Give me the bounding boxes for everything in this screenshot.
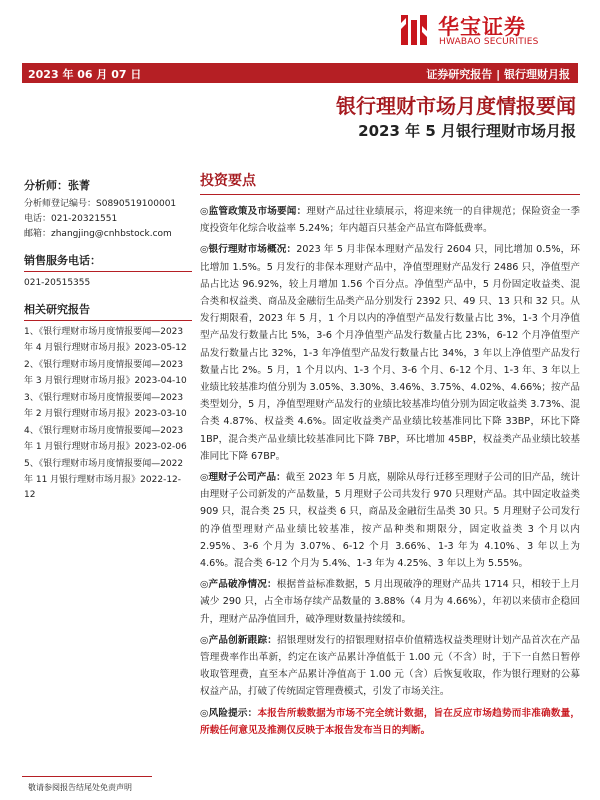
para-label: 银行理财市场概况： [208, 244, 297, 256]
brand-logo [396, 10, 586, 50]
paragraph-market-overview [200, 241, 580, 465]
highlights-heading: 投资要点 [200, 170, 580, 195]
analyst-name: 分析师：张菁 [24, 179, 90, 192]
related-report-item[interactable]: 3、《银行理财市场月度情报要闻—2023 年 2 月银行理财市场月报》2023-03-10 [24, 393, 187, 419]
bullet-icon: ◎ [200, 244, 209, 256]
bullet-icon: ◎ [200, 707, 209, 719]
related-report-item[interactable]: 5、《银行理财市场月度情报要闻—2022 年 11 月银行理财市场月报》2022-12-12 [24, 459, 184, 500]
para-label: 风险提示： [208, 707, 258, 719]
para-text: 招银理财发行的招银理财招卓价值精选权益类理财计划产品首次在产品管理费率作出革新，约定在该产品累计净值低于 1.00 元（不含）时，于下一自然日暂停收取管理费，直至本产品累计净值高于 1.00 元（含）后恢复收取，作为银行理财的公募权益产品，打破了传统固定管理费模式，引发了市场关注。 [200, 634, 581, 698]
paragraph-regulation [200, 203, 580, 237]
para-label: 监管政策及市场要闻： [208, 206, 307, 217]
related-report-item[interactable]: 4、《银行理财市场月度情报要闻—2023 年 1 月银行理财市场月报》2023-02-06 [24, 426, 187, 452]
analyst-cert: 分析师登记编号：S0890519100001 [24, 199, 177, 209]
bullet-icon: ◎ [200, 206, 209, 217]
para-label: 理财子公司产品： [208, 472, 286, 484]
main-content [200, 170, 580, 743]
para-label: 产品创新跟踪： [208, 634, 278, 646]
brand-name-en: HWABAO SECURITIES [439, 37, 539, 47]
related-report-item[interactable]: 1、《银行理财市场月度情报要闻—2023 年 4 月银行理财市场月报》2023-05-12 [24, 327, 187, 353]
report-title: 银行理财市场月度情报要闻 [336, 94, 576, 118]
analyst-phone: 电话：021-20321551 [24, 214, 118, 224]
report-subtitle: 2023 年 5 月银行理财市场月报 [358, 122, 576, 140]
footer-disclaimer: 敬请参阅报告结尾处免责声明 [28, 783, 132, 792]
para-text: 2023 年 5 月非保本理财产品发行 2604 只，同比增加 0.5%，环比增加 1.5%。5 月发行的非保本理财产品中，净值型理财产品发行 2486 只，净值型产品占比达 96.92%，较上月增加 1.56 个百分点。净值型产品中，5 月份固定收益类、混合类和权益类、商品及金融衍生品类产品分别发行 2392 只、49 只、13 只和 32 只。从发行期限看，2023 年 5 月，1 个月以内的净值型产品发行数量占比 3%，1-3 个月净值型产品发行数量占比 5%，3-6 个月净值型产品发行数量占比 23%，6-12 个月净值型产品发行数量占比 32%，1-3 年净值型产品发行数量占比 34%，3 年以上净值型产品发行数量占比 2%。5 月，1 个月以内、1-3 个月、3-6 个月、6-12 个月、1-3 年、3 年以上业绩比较基准均值分别为 3.05%、3.30%、3.46%、3.75%、4.02%、4.66%；按产品类型划分，5 月，净值型理财产品发行的业绩比较基准均值分别为固定收益类 3.73%、混合类 4.87%、权益类 4.6%。固定收益类产品业绩比较基准同比下降 33BP，环比下降 1BP，混合类产品业绩比较基准同比下降 7BP，环比增加 45BP，权益类产品业绩比较基准同比下降 67BP。 [200, 244, 581, 462]
sales-heading: 销售服务电话： [24, 252, 192, 272]
paragraph-subsidiary-products [200, 469, 580, 572]
paragraph-innovation [200, 632, 580, 701]
related-report-item[interactable]: 2、《银行理财市场月度情报要闻—2023 年 3 月银行理财市场月报》2023-04-10 [24, 360, 187, 386]
para-text: 理财产品过往业绩展示，将迎来统一的自律规范；保险资金一季度投资年化综合收益率 5.24%；年内超百只基金产品宣布降低费率。 [200, 206, 581, 235]
footer-divider [22, 776, 152, 777]
left-sidebar [24, 177, 192, 506]
paragraph-below-par [200, 576, 580, 628]
sales-phone: 021-20515355 [24, 278, 91, 288]
header-bar [22, 63, 578, 83]
risk-text: 本报告所载数据为市场不完全统计数据，旨在反应市场趋势而非准确数量，所载任何意见及推测仅反映于本报告发布当日的判断。 [200, 707, 581, 736]
report-category: 证券研究报告 | 银行理财月报 [426, 68, 570, 81]
para-text: 根据普益标准数据，5 月出现破净的理财产品共 1714 只，相较于上月减少 290 只，占全市场存续产品数量的 3.88%（4 月为 4.66%），年初以来债市企稳回升，理财产品净值回升，破净理财数量持续缓和。 [200, 579, 580, 625]
report-date: 2023 年 06 月 07 日 [28, 68, 142, 81]
bullet-icon: ◎ [200, 472, 209, 484]
para-label: 产品破净情况： [208, 579, 277, 591]
brand-mark-icon [396, 12, 432, 48]
analyst-email: 邮箱：zhangjing@cnhbstock.com [24, 229, 172, 239]
brand-name-cn: 华宝证券 [438, 15, 526, 39]
para-text: 截至 2023 年 5 月底，剔除从母行迁移至理财子公司的旧产品，统计由理财子公司新发的产品数量，5 月理财子公司共发行 970 只理财产品。其中固定收益类 909 只，混合类 25 只，权益类 6 只，商品及金融衍生品类 30 只。5 月理财子公司发行的净值型理财产品业绩比较基准，按产品种类和期限分，固定收益类 3 个月以内 2.95%、3-6 个月为 3.07%、6-12 个月 3.66%、1-3 年为 4.10%、3 年以上为 4.6%。混合类 6-12 个月为 5.4%、1-3 年为 4.25%、3 年以上为 5.55%。 [200, 472, 581, 570]
bullet-icon: ◎ [200, 634, 209, 646]
related-heading: 相关研究报告 [24, 301, 192, 321]
paragraph-risk [200, 705, 580, 739]
bullet-icon: ◎ [200, 579, 209, 591]
